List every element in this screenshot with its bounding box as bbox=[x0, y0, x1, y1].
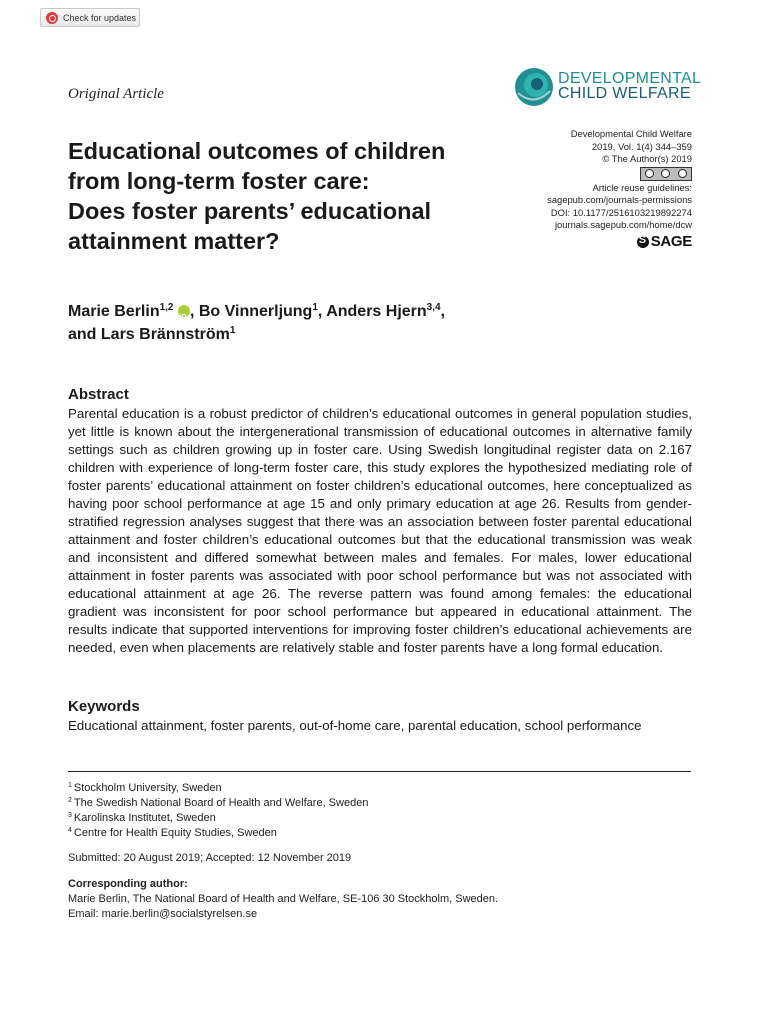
journal-logo-mark-icon bbox=[514, 67, 554, 107]
check-for-updates-label: Check for updates bbox=[63, 12, 137, 23]
creative-commons-license-icon[interactable] bbox=[640, 167, 692, 181]
author-list bbox=[68, 300, 588, 346]
affiliations-list bbox=[68, 781, 368, 841]
update-icon bbox=[46, 12, 58, 24]
journal-logo-line1: DEVELOPMENTAL bbox=[558, 70, 702, 87]
submission-dates: Submitted: 20 August 2019; Accepted: 12 November 2019 bbox=[68, 852, 352, 864]
footnote-divider bbox=[68, 771, 691, 772]
abstract-heading: Abstract bbox=[68, 386, 129, 403]
affiliation-item bbox=[68, 781, 368, 796]
publisher-name: SAGE bbox=[650, 232, 692, 250]
author-affiliation-sup: 1 bbox=[312, 302, 318, 313]
affiliation-text: Karolinska Institutet, Sweden bbox=[73, 812, 216, 824]
affiliation-item bbox=[68, 826, 368, 841]
affiliation-number: 1 bbox=[68, 782, 72, 789]
sage-icon bbox=[637, 236, 649, 248]
author-name[interactable]: Marie Berlin bbox=[68, 303, 160, 320]
author-affiliation-sup: 1 bbox=[229, 325, 236, 336]
copyright: © The Author(s) 2019 bbox=[602, 153, 692, 164]
journal-logo-line2: CHILD WELFARE bbox=[558, 85, 691, 102]
article-type: Original Article bbox=[68, 86, 164, 102]
affiliation-number: 4 bbox=[68, 827, 72, 834]
journal-home-link[interactable]: journals.sagepub.com/home/dcw bbox=[554, 219, 692, 230]
corresponding-address: Marie Berlin, The National Board of Health and Welfare, SE-106 30 Stockholm, Sweden. bbox=[68, 893, 499, 905]
title-line: attainment matter? bbox=[68, 228, 280, 254]
reuse-label: Article reuse guidelines: bbox=[592, 181, 692, 193]
check-for-updates-button[interactable] bbox=[40, 8, 140, 27]
doi[interactable]: DOI: 10.1177/2516103219892274 bbox=[550, 206, 692, 218]
keywords-heading: Keywords bbox=[68, 698, 140, 715]
corresponding-author-details bbox=[68, 892, 498, 922]
author-name[interactable]: and Lars Brännström bbox=[68, 326, 230, 343]
author-separator: , bbox=[440, 303, 446, 320]
corresponding-author-heading: Corresponding author: bbox=[68, 878, 188, 890]
journal-name: Developmental Child Welfare bbox=[570, 128, 692, 139]
author-affiliation-sup: 1,2 bbox=[159, 302, 174, 313]
reuse-link[interactable]: sagepub.com/journals-permissions bbox=[547, 194, 692, 205]
title-line: from long-term foster care: bbox=[68, 168, 370, 194]
affiliation-text: Stockholm University, Sweden bbox=[73, 782, 222, 794]
title-line: Educational outcomes of children bbox=[68, 138, 446, 164]
affiliation-number: 3 bbox=[68, 812, 72, 819]
affiliation-item bbox=[68, 796, 368, 811]
title-line: Does foster parents’ educational bbox=[68, 198, 432, 224]
author-name[interactable]: , Bo Vinnerljung bbox=[189, 303, 313, 320]
journal-meta bbox=[482, 128, 692, 251]
author-affiliation-sup: 3,4 bbox=[426, 302, 441, 313]
orcid-icon[interactable] bbox=[178, 305, 190, 317]
abstract-text: Parental education is a robust predictor of children’s educational outcomes in general population studies, yet little is known about the intergenerational transmission of educational outcomes in alternative family settings such as children growing up in foster care. Using Swedish longitudinal register data on 2.167 children with experience of long-term foster care, this study explores the hypothesized mediating role of foster parents’ educational attainment on foster children’s educational outcomes, here conceptualized as having poor school performance at age 15 and only primary education at age 26. Results from gender-stratified regression analyses suggest that there was an association between foster parental educational attainment and foster children’s educational outcomes but that the educational transmission was weak and inconsistent and differed somewhat between males and females. For males, lower educational attainment in foster parents was associated with poor school performance but was not associated with educational attainment at age 26. The reverse pattern was found among females: the educational gradient was inconsistent for poor school performance but appeared in educational attainment. The results indicate that supported interventions for improving foster children’s educational achievements are needed, even when placements are relatively stable and foster parents have a long formal education. bbox=[68, 406, 692, 655]
author-name[interactable]: , Anders Hjern bbox=[317, 303, 427, 320]
journal-volume: 2019, Vol. 1(4) 344–359 bbox=[591, 140, 692, 152]
corresponding-email[interactable]: Email: marie.berlin@socialstyrelsen.se bbox=[68, 908, 258, 920]
journal-logo-text bbox=[558, 71, 701, 101]
affiliation-text: The Swedish National Board of Health and Welfare, Sweden bbox=[73, 797, 369, 809]
keywords-text: Educational attainment, foster parents, out-of-home care, parental education, school performance bbox=[68, 718, 642, 733]
affiliation-number: 2 bbox=[68, 797, 72, 804]
affiliation-item bbox=[68, 811, 368, 826]
journal-logo bbox=[514, 67, 702, 109]
article-title bbox=[68, 136, 518, 256]
affiliation-text: Centre for Health Equity Studies, Sweden bbox=[73, 827, 277, 839]
sage-logo bbox=[637, 232, 692, 250]
